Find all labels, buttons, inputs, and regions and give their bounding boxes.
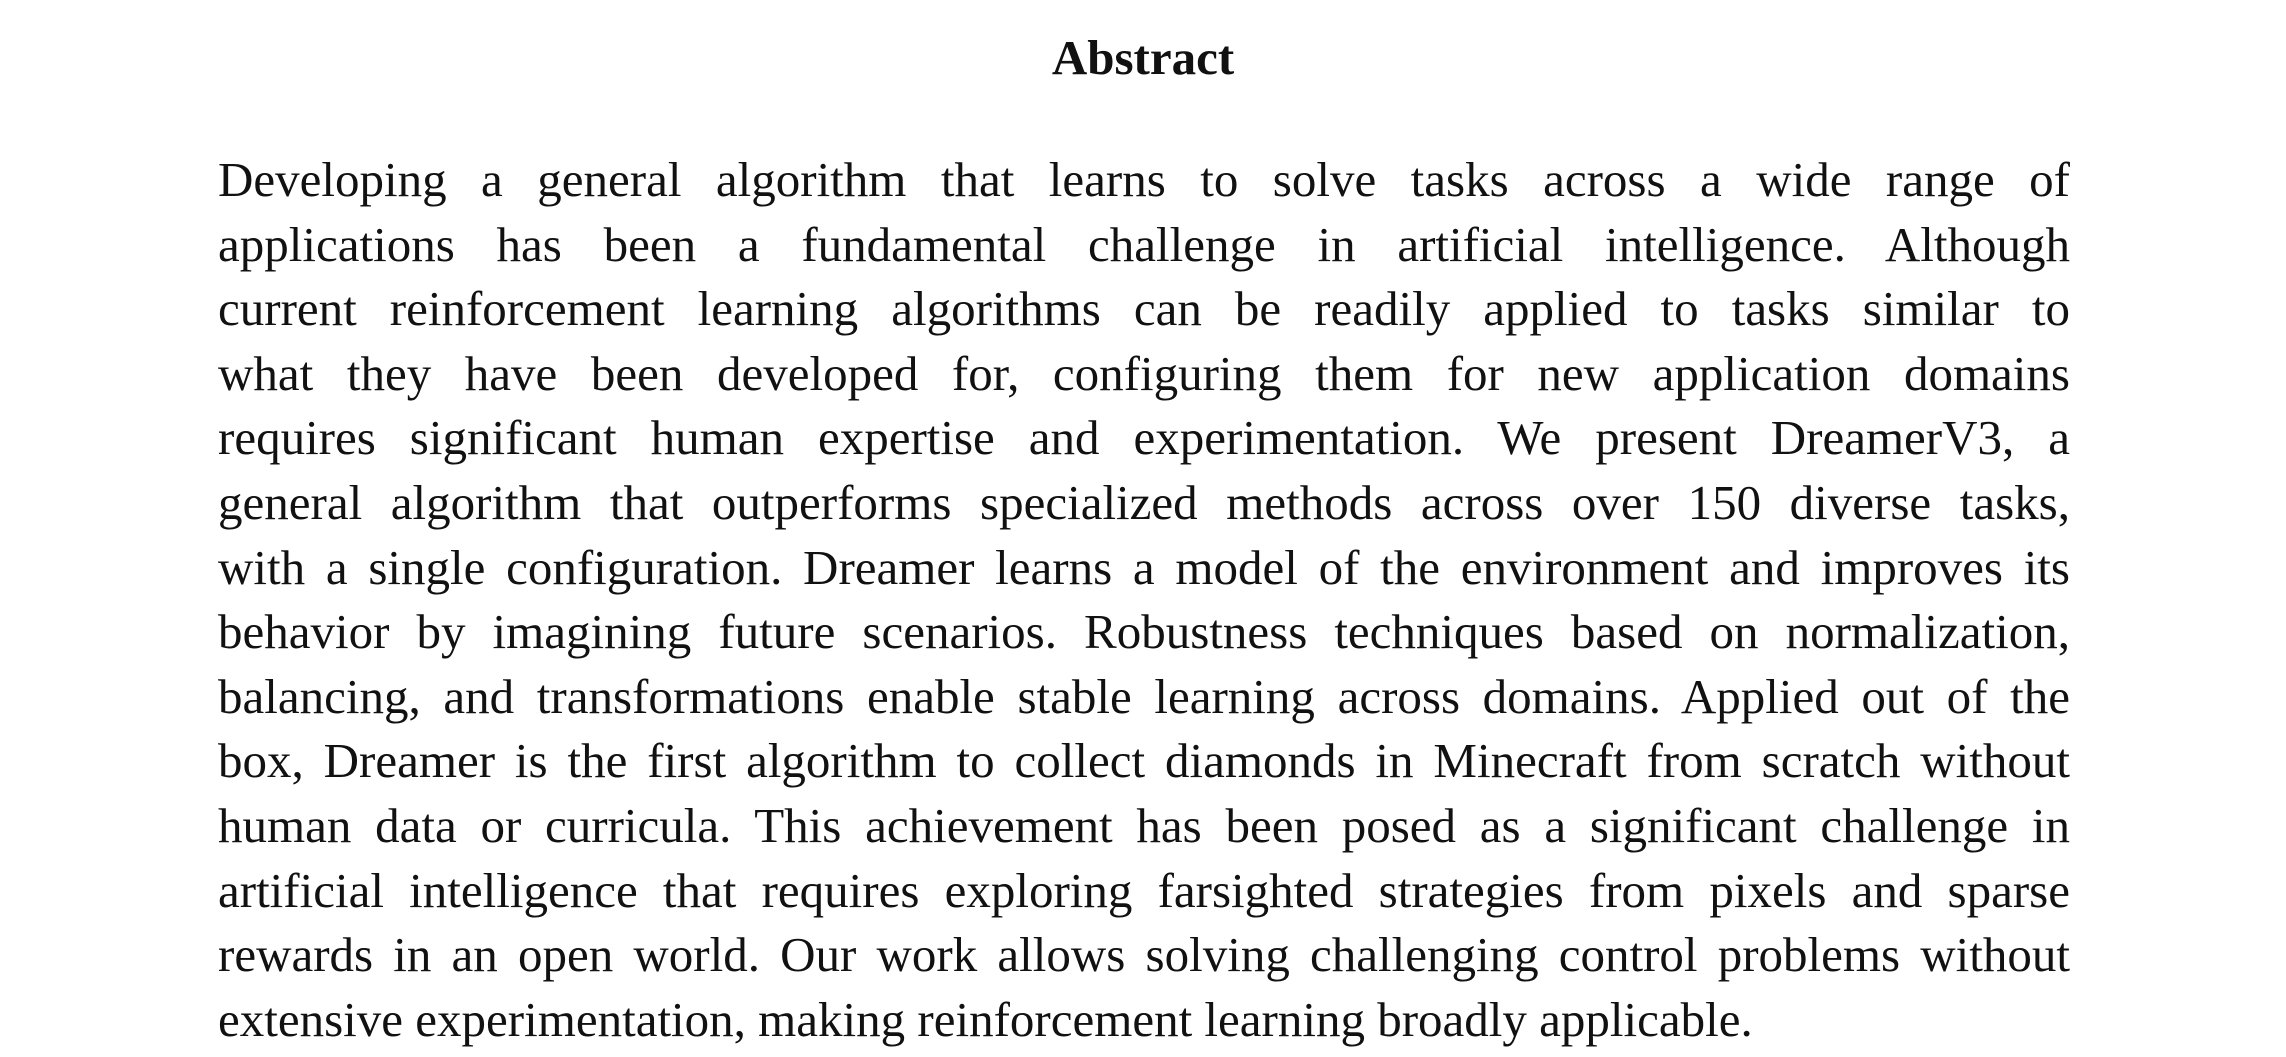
abstract-line: Developing a general algorithm that learns to solve tasks across a wide range of: [218, 152, 2070, 207]
abstract-line: general algorithm that outperforms specialized methods across over 150 diverse tasks,: [218, 474, 2070, 530]
abstract-line: with a single configuration. Dreamer learns a model of the environment and improves its: [218, 539, 2070, 595]
abstract-line: human data or curricula. This achievement has been posed as a significant challenge in: [218, 797, 2070, 853]
abstract-line: balancing, and transformations enable stable learning across domains. Applied out of the: [218, 668, 2070, 724]
abstract-line: behavior by imagining future scenarios. Robustness techniques based on normalization,: [218, 604, 2070, 660]
abstract-line: box, Dreamer is the first algorithm to collect diamonds in Minecraft from scratch without: [218, 733, 2070, 789]
abstract-line: applications has been a fundamental challenge in artificial intelligence. Although: [218, 216, 2070, 272]
abstract-line: artificial intelligence that requires exploring farsighted strategies from pixels and sparse: [218, 862, 2070, 918]
abstract-line: current reinforcement learning algorithms can be readily applied to tasks similar to: [218, 281, 2070, 337]
abstract-line: extensive experimentation, making reinforcement learning broadly applicable.: [218, 991, 1753, 1047]
abstract-line: what they have been developed for, configuring them for new application domains: [218, 345, 2070, 401]
abstract-line: rewards in an open world. Our work allows solving challenging control problems without: [218, 927, 2070, 983]
abstract-paragraph: [218, 148, 2070, 1052]
abstract-heading: Abstract: [1051, 30, 1235, 85]
abstract-line: requires significant human expertise and experimentation. We present DreamerV3, a: [218, 410, 2070, 466]
